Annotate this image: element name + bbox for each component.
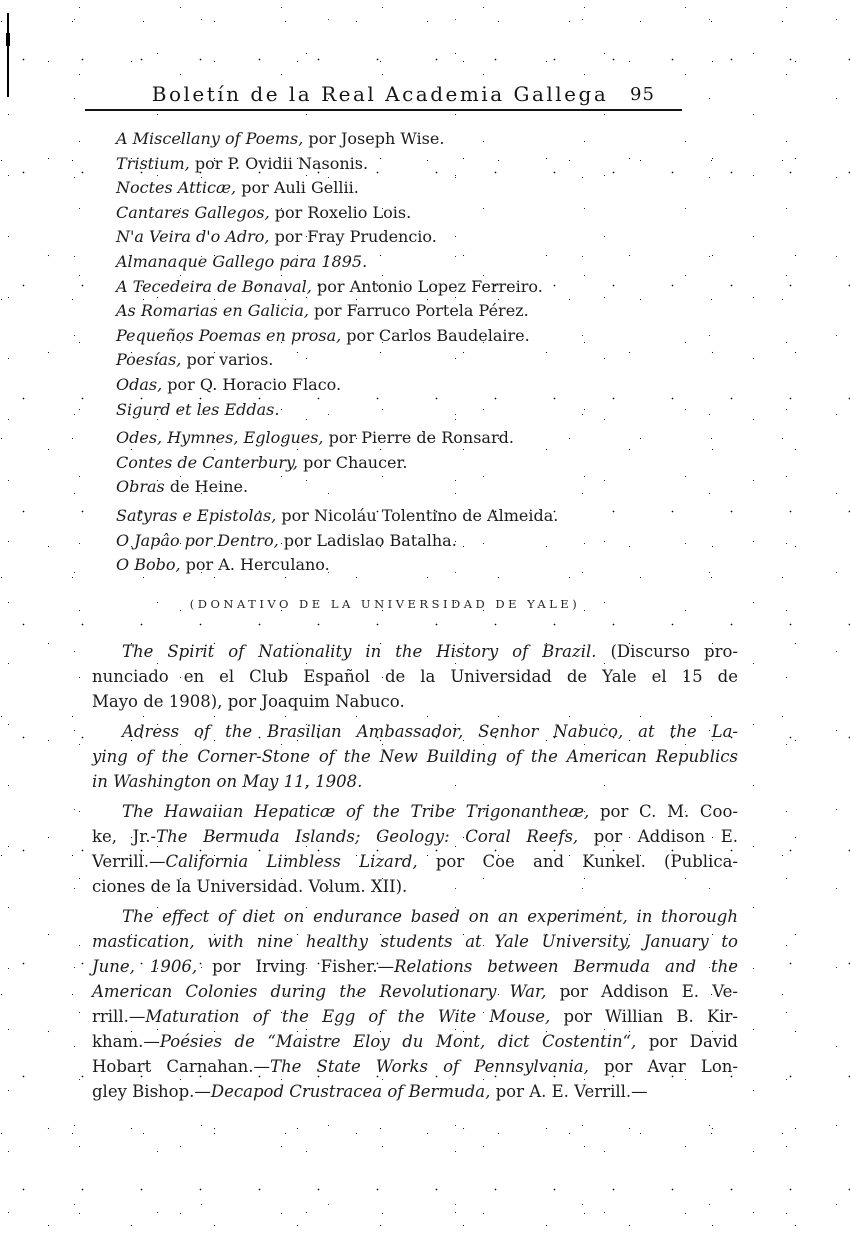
book-list-item bbox=[116, 250, 736, 275]
book-list-item bbox=[116, 475, 736, 500]
paragraph-line bbox=[92, 1004, 738, 1029]
book-title-text: The Bermuda Islands; Geology: Coral Reefs, bbox=[156, 827, 579, 846]
plain-text: por Addison E. Ve- bbox=[546, 982, 738, 1001]
scan-artifact-blob bbox=[6, 33, 10, 46]
plain-text: por Antonio Lopez Ferreiro. bbox=[311, 276, 543, 296]
book-title-text: Poesías, bbox=[116, 350, 182, 370]
book-title-text: Satyras e Epistolas, bbox=[116, 505, 277, 525]
paragraph-line bbox=[92, 929, 738, 954]
paragraph bbox=[92, 799, 738, 899]
book-title-text: O Bobo, bbox=[116, 555, 181, 575]
plain-text: kham.— bbox=[92, 1032, 160, 1051]
book-title-text: Decapod Crustracea of Bermuda, bbox=[210, 1082, 491, 1101]
paragraph-line bbox=[92, 1079, 738, 1104]
book-title-text: Maturation of the Egg of the Wite Mouse, bbox=[145, 1007, 551, 1026]
paragraph-line bbox=[92, 849, 738, 874]
book-title-text: The Spirit of Nationality in the History of Brazil. bbox=[122, 642, 597, 661]
scan-artifact-line bbox=[7, 13, 9, 97]
paragraph-line bbox=[92, 824, 738, 849]
paragraph-line bbox=[92, 799, 738, 824]
book-title-text: O Japâo por Dentro, bbox=[116, 530, 279, 550]
plain-text: por David bbox=[636, 1032, 738, 1051]
paragraph-line bbox=[92, 689, 738, 714]
book-title-text: Almanaque Gallego para 1895. bbox=[116, 251, 368, 271]
book-title-text: A Miscellany of Poems, bbox=[116, 129, 304, 148]
plain-text: por Fray Prudencio. bbox=[269, 227, 437, 247]
book-title-text: The effect of diet on endurance based on an experiment, in thorough bbox=[122, 907, 738, 926]
book-list-item bbox=[116, 451, 736, 476]
book-list-group bbox=[116, 504, 736, 578]
plain-text: por varios. bbox=[181, 350, 274, 370]
plain-text: Hobart Carnahan.— bbox=[92, 1057, 271, 1076]
plain-text: rrill.— bbox=[92, 1007, 146, 1026]
plain-text: por A. E. Verrill.— bbox=[490, 1082, 648, 1101]
plain-text: por Addison E. bbox=[578, 827, 738, 846]
book-list bbox=[116, 127, 736, 578]
book-title-text: American Colonies during the Revolutionary War, bbox=[92, 982, 547, 1001]
plain-text: por Willian B. Kir- bbox=[550, 1007, 739, 1026]
paragraph-line bbox=[92, 639, 738, 664]
plain-text: por C. M. Coo- bbox=[589, 802, 738, 821]
book-list-item bbox=[116, 275, 736, 300]
paragraph-line bbox=[92, 744, 738, 769]
paragraph bbox=[92, 639, 738, 714]
plain-text: (Discurso pro- bbox=[596, 642, 738, 661]
book-list-item bbox=[116, 225, 736, 250]
header-rule bbox=[85, 109, 682, 111]
book-title-text: in Washington on May 11, 1908. bbox=[92, 772, 363, 791]
plain-text: de Heine. bbox=[164, 477, 249, 497]
paragraph-line bbox=[92, 664, 738, 689]
plain-text: ciones de la Universidad. Volum. XII). bbox=[92, 877, 408, 896]
book-title-text: A Tecedeira de Bonaval, bbox=[116, 276, 312, 296]
plain-text: por P. Ovidii Nasonis. bbox=[189, 153, 369, 173]
plain-text: por Pierre de Ronsard. bbox=[323, 428, 514, 448]
plain-text: por Q. Horacio Flaco. bbox=[162, 374, 342, 394]
paragraph bbox=[92, 904, 738, 1104]
book-title-text: As Romarias en Galicia, bbox=[116, 301, 309, 321]
paragraph-line bbox=[92, 954, 738, 979]
plain-text: Verrill.— bbox=[92, 852, 166, 871]
book-list-group bbox=[116, 127, 736, 422]
book-title-text: mastication, with nine healthy students at Yale University, January to bbox=[92, 932, 738, 951]
paragraph-line bbox=[92, 904, 738, 929]
plain-text: por Ladislao Batalha. bbox=[278, 530, 457, 550]
plain-text: por Irving Fisher.— bbox=[197, 957, 395, 976]
plain-text: por A. Herculano. bbox=[180, 555, 330, 575]
paragraph bbox=[92, 719, 738, 794]
plain-text: Mayo de 1908), por Joaquim Nabuco. bbox=[92, 692, 405, 711]
plain-text: nunciado en el Club Español de la Universidad de Yale el 15 de bbox=[92, 667, 738, 686]
plain-text: por Roxelio Lois. bbox=[269, 202, 412, 222]
book-title-text: Relations between Bermuda and the bbox=[394, 957, 739, 976]
paragraph-line bbox=[92, 719, 738, 744]
book-title-text: Poésies de “Maistre Eloy du Mont, dict Costentin“, bbox=[159, 1032, 637, 1051]
plain-text: gley Bishop.— bbox=[92, 1082, 211, 1101]
book-list-item bbox=[116, 176, 736, 201]
plain-text: por Nicoláu Tolentino de Almeida. bbox=[276, 505, 559, 525]
book-title-text: Obras bbox=[116, 477, 165, 497]
paragraph-line bbox=[92, 979, 738, 1004]
book-list-item bbox=[116, 504, 736, 529]
plain-text: ke, Jr.- bbox=[92, 827, 157, 846]
plain-text: por Coe and Kunkel. (Publica- bbox=[417, 852, 738, 871]
book-list-item bbox=[116, 324, 736, 349]
book-list-item bbox=[116, 348, 736, 373]
paragraph-line bbox=[92, 1054, 738, 1079]
book-title-text: Noctes Atticæ, bbox=[116, 178, 237, 198]
plain-text: por Chaucer. bbox=[298, 452, 408, 472]
book-title-text: Odas, bbox=[116, 374, 163, 394]
book-title-text: June, 1906, bbox=[92, 957, 198, 976]
paragraph-line bbox=[92, 874, 738, 899]
book-list-item bbox=[116, 426, 736, 451]
book-title-text: The Hawaiian Hepaticæ of the Tribe Trigonantheæ, bbox=[122, 802, 590, 821]
plain-text: por Avar Lon- bbox=[588, 1057, 738, 1076]
book-title-text: Tristium, bbox=[116, 153, 190, 173]
book-list-item bbox=[116, 299, 736, 324]
book-title-text: Cantares Gallegos, bbox=[116, 202, 270, 222]
book-title-text: ying of the Corner-Stone of the New Building of the American Republics bbox=[92, 747, 738, 766]
plain-text: por Auli Gellii. bbox=[236, 178, 359, 198]
plain-text: por Joseph Wise. bbox=[303, 129, 445, 148]
book-list-item bbox=[116, 127, 736, 152]
paragraphs bbox=[92, 639, 738, 1109]
book-list-group bbox=[116, 426, 736, 500]
book-list-item bbox=[116, 398, 736, 423]
book-list-item bbox=[116, 529, 736, 554]
book-title-text: The State Works of Pennsylvania, bbox=[270, 1057, 589, 1076]
book-list-item bbox=[116, 373, 736, 398]
book-title-text: Odes, Hymnes, Eglogues, bbox=[116, 428, 324, 448]
book-title-text: Contes de Canterbury, bbox=[116, 452, 298, 472]
book-title-text: N'a Veira d'o Adro, bbox=[116, 227, 270, 247]
book-list-item bbox=[116, 152, 736, 177]
book-title-text: Pequeños Poemas en prosa, bbox=[116, 325, 342, 345]
book-title-text: Sigurd et les Eddas. bbox=[116, 399, 280, 419]
page-number: 95 bbox=[630, 84, 655, 105]
book-title-text: California Limbless Lizard, bbox=[165, 852, 418, 871]
plain-text: por Farruco Portela Pérez. bbox=[308, 301, 529, 321]
paragraph-line bbox=[92, 1029, 738, 1054]
paragraph-line bbox=[92, 769, 738, 794]
book-title-text: Adress of the Brasilian Ambassador, Senhor Nabuco, at the La- bbox=[122, 722, 738, 741]
donation-heading: (DONATIVO DE LA UNIVERSIDAD DE YALE) bbox=[189, 597, 581, 611]
book-list-item bbox=[116, 553, 736, 578]
book-list-item bbox=[116, 201, 736, 226]
journal-title: Boletín de la Real Academia Gallega bbox=[151, 82, 609, 106]
plain-text: por Carlos Baudelaire. bbox=[341, 325, 530, 345]
